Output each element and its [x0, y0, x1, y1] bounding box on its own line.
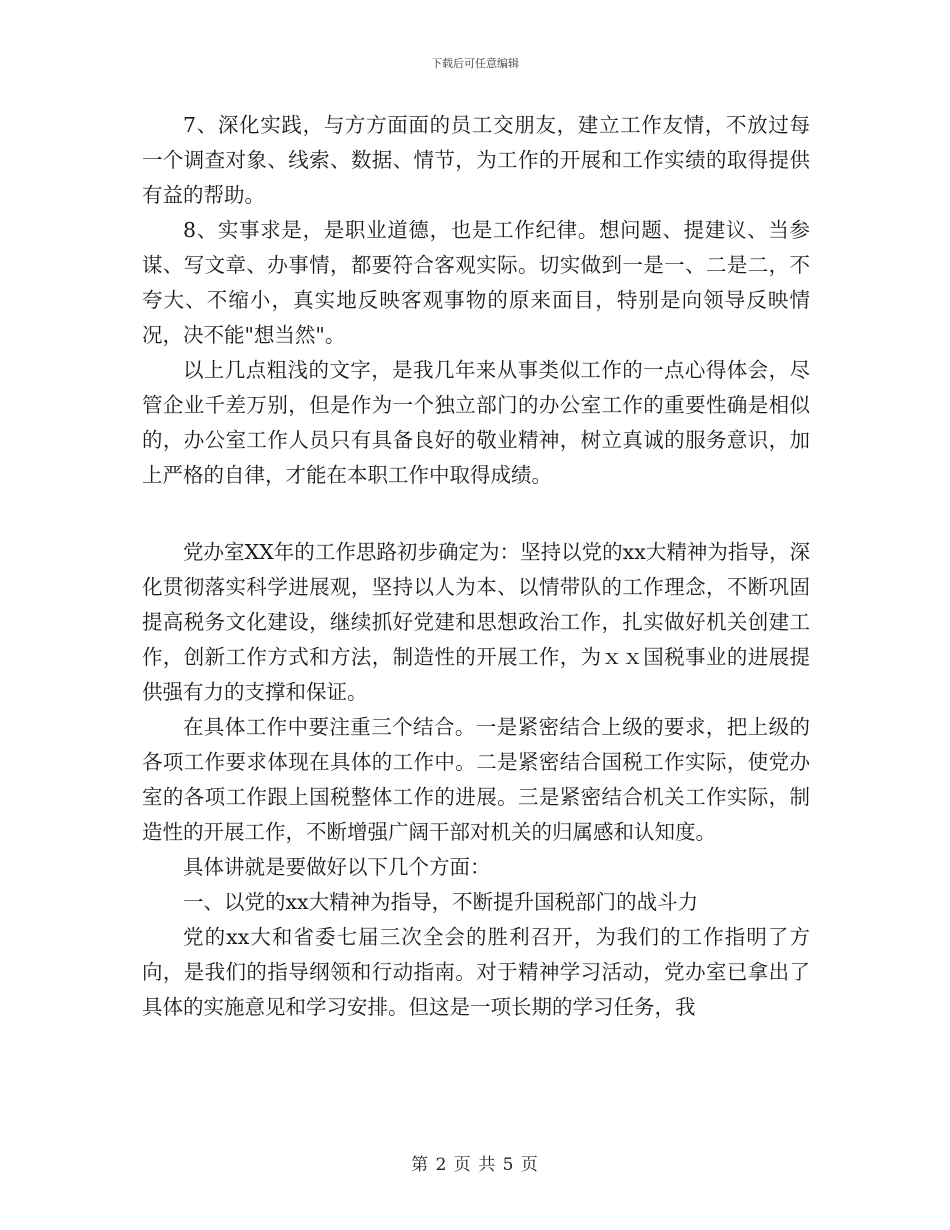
paragraph-8: 8、实事求是，是职业道德，也是工作纪律。想问题、提建议、当参谋、写文章、办事情，都要符合客观实际。切实做到一是一、二是二，不夸大、不缩小，真实地反映客观事物的原来面目，特别是向领导反映情况，决不能"想当然"。	[142, 218, 810, 347]
page-footer: 第 2 页 共 5 页	[411, 1155, 539, 1175]
paragraph-section-1-body: 党的xx大和省委七届三次全会的胜利召开，为我们的工作指明了方向，是我们的指导纲领和行动指南。对于精神学习活动，党办室已拿出了具体的实施意见和学习安排。但这是一项长期的学习任务，我	[142, 925, 810, 1019]
page-header: 下载后可任意编辑	[431, 57, 519, 70]
document-body	[142, 108, 810, 1025]
paragraph-7: 7、深化实践，与方方面面的员工交朋友，建立工作友情，不放过每一个调查对象、线索、数据、情节，为工作的开展和工作实绩的取得提供有益的帮助。	[142, 113, 810, 207]
paragraph-three-combinations: 在具体工作中要注重三个结合。一是紧密结合上级的要求，把上级的各项工作要求体现在具体的工作中。二是紧密结合国税工作实际，使党办室的各项工作跟上国税整体工作的进展。三是紧密结合机关工作实际，制造性的开展工作，不断增强广阔干部对机关的归属感和认知度。	[142, 715, 810, 844]
paragraph-summary: 以上几点粗浅的文字，是我几年来从事类似工作的一点心得体会，尽管企业千差万别，但是作为一个独立部门的办公室工作的重要性确是相似的，办公室工作人员只有具备良好的敬业精神，树立真诚的服务意识，加上严格的自律，才能在本职工作中取得成绩。	[142, 358, 810, 487]
paragraph-work-plan: 党办室XX年的工作思路初步确定为：坚持以党的xx大精神为指导，深化贯彻落实科学进展观，坚持以人为本、以情带队的工作理念，不断巩固提高税务文化建设，继续抓好党建和思想政治工作，扎实做好机关创建工作，创新工作方式和方法，制造性的开展工作，为ｘｘ国税事业的进展提供强有力的支撑和保证。	[142, 540, 810, 704]
paragraph-specifics-intro: 具体讲就是要做好以下几个方面：	[183, 855, 491, 879]
section-heading-1: 一、以党的xx大精神为指导，不断提升国税部门的战斗力	[183, 890, 699, 914]
